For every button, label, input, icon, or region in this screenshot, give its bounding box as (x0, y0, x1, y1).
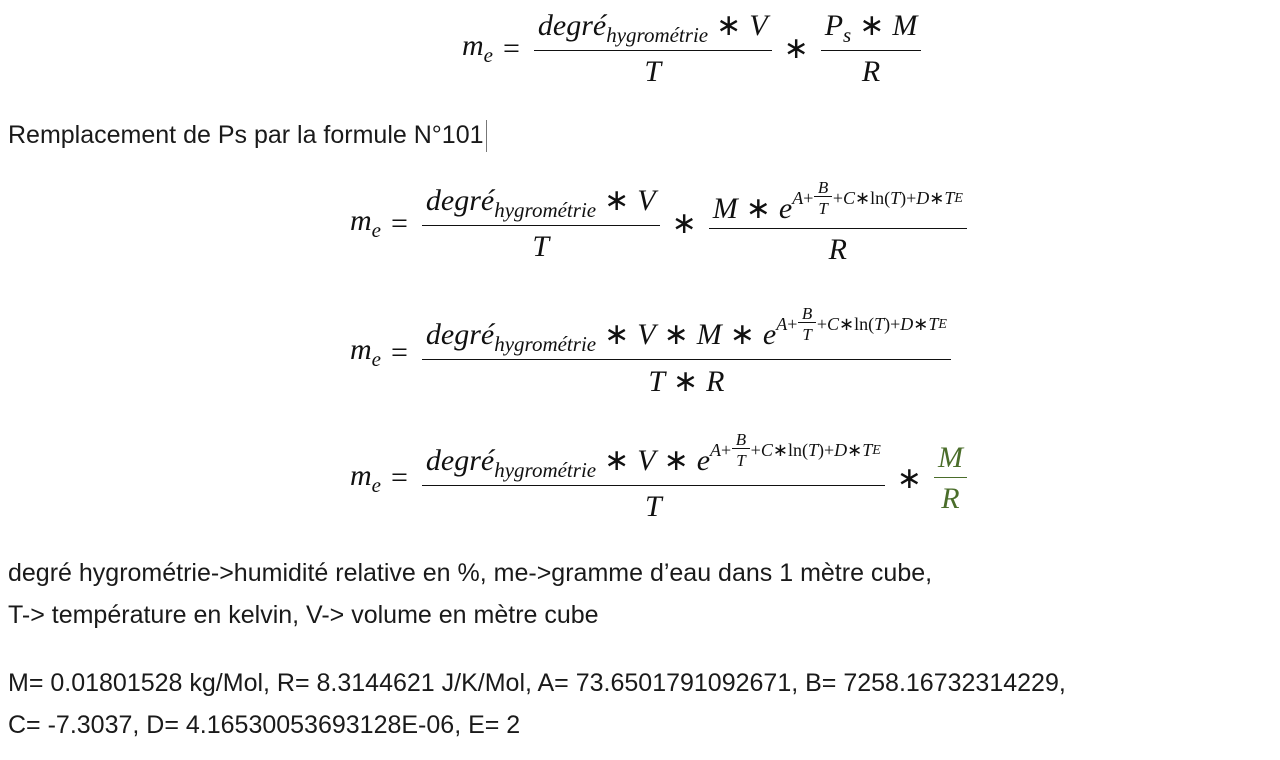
equation-3: $m_e$ = degré$_{hygrométrie}$ ∗ V ∗ M ∗ e A + $\frac{B}{T}$ + C ∗ ln ( T )+ D ∗ T E T ∗ R (350, 306, 955, 399)
fraction-deg-v-over-t: $\frac{degré_{hygrométrie} ∗ V}{T}$ (422, 183, 660, 264)
definitions-line-2: T-> température en kelvin, V-> volume en mètre cube (8, 601, 599, 629)
text-cursor (486, 120, 487, 152)
equation-2: $m_e$ = $\frac{degré_{hygrométrie} ∗ V}{T}$ ∗ M ∗ e A + $\frac{B}{T}$ + C ∗ ln ( T )+ D ∗ T E R (350, 180, 971, 267)
constants-line-1: M= 0.01801528 kg/Mol, R= 8.3144621 J/K/Mol, A= 73.6501791092671, B= 7258.16732314229, (8, 669, 1066, 697)
fraction-deg-v-over-t: $\frac{degré_{hygrométrie} ∗ V}{T}$ (534, 8, 772, 89)
equation-1: $m_e$ = $\frac{degré_{hygrométrie} ∗ V}{T}$ ∗ $\frac{P_s ∗ M}{R}$ (462, 8, 925, 89)
fraction-m-exp-over-r: M ∗ e A + $\frac{B}{T}$ + C ∗ ln ( T )+ D ∗ T E R (709, 180, 967, 267)
fraction-combined-over-tr: degré$_{hygrométrie}$ ∗ V ∗ M ∗ e A + $\frac{B}{T}$ + C ∗ ln ( T )+ D ∗ T E T ∗ R (422, 306, 951, 399)
constants-line-2: C= -7.3037, D= 4.16530053693128E-06, E= 2 (8, 711, 521, 739)
fraction-ps-m-over-r: $\frac{P_s ∗ M}{R}$ (821, 8, 922, 89)
lhs-me: $m_e$ (462, 29, 493, 67)
equation-4: $m_e$ = degré$_{hygrométrie}$ ∗ V ∗ e A + $\frac{B}{T}$ + C ∗ ln ( T )+ D ∗ T E T ∗ $\frac{M}{R}$ (350, 432, 971, 524)
exponent: A + $\frac{B}{T}$ + C ∗ ln ( T )+ D ∗ T E (792, 178, 963, 218)
fraction-deg-v-exp-over-t: degré$_{hygrométrie}$ ∗ V ∗ e A + $\frac{B}{T}$ + C ∗ ln ( T )+ D ∗ T E T (422, 432, 885, 524)
intro-text: Remplacement de Ps par la formule N°101 (8, 118, 487, 152)
definitions-line-1: degré hygrométrie->humidité relative en %, me->gramme d’eau dans 1 mètre cube, (8, 559, 933, 587)
fraction-m-over-r-highlight: $\frac{M}{R}$ (934, 441, 967, 516)
